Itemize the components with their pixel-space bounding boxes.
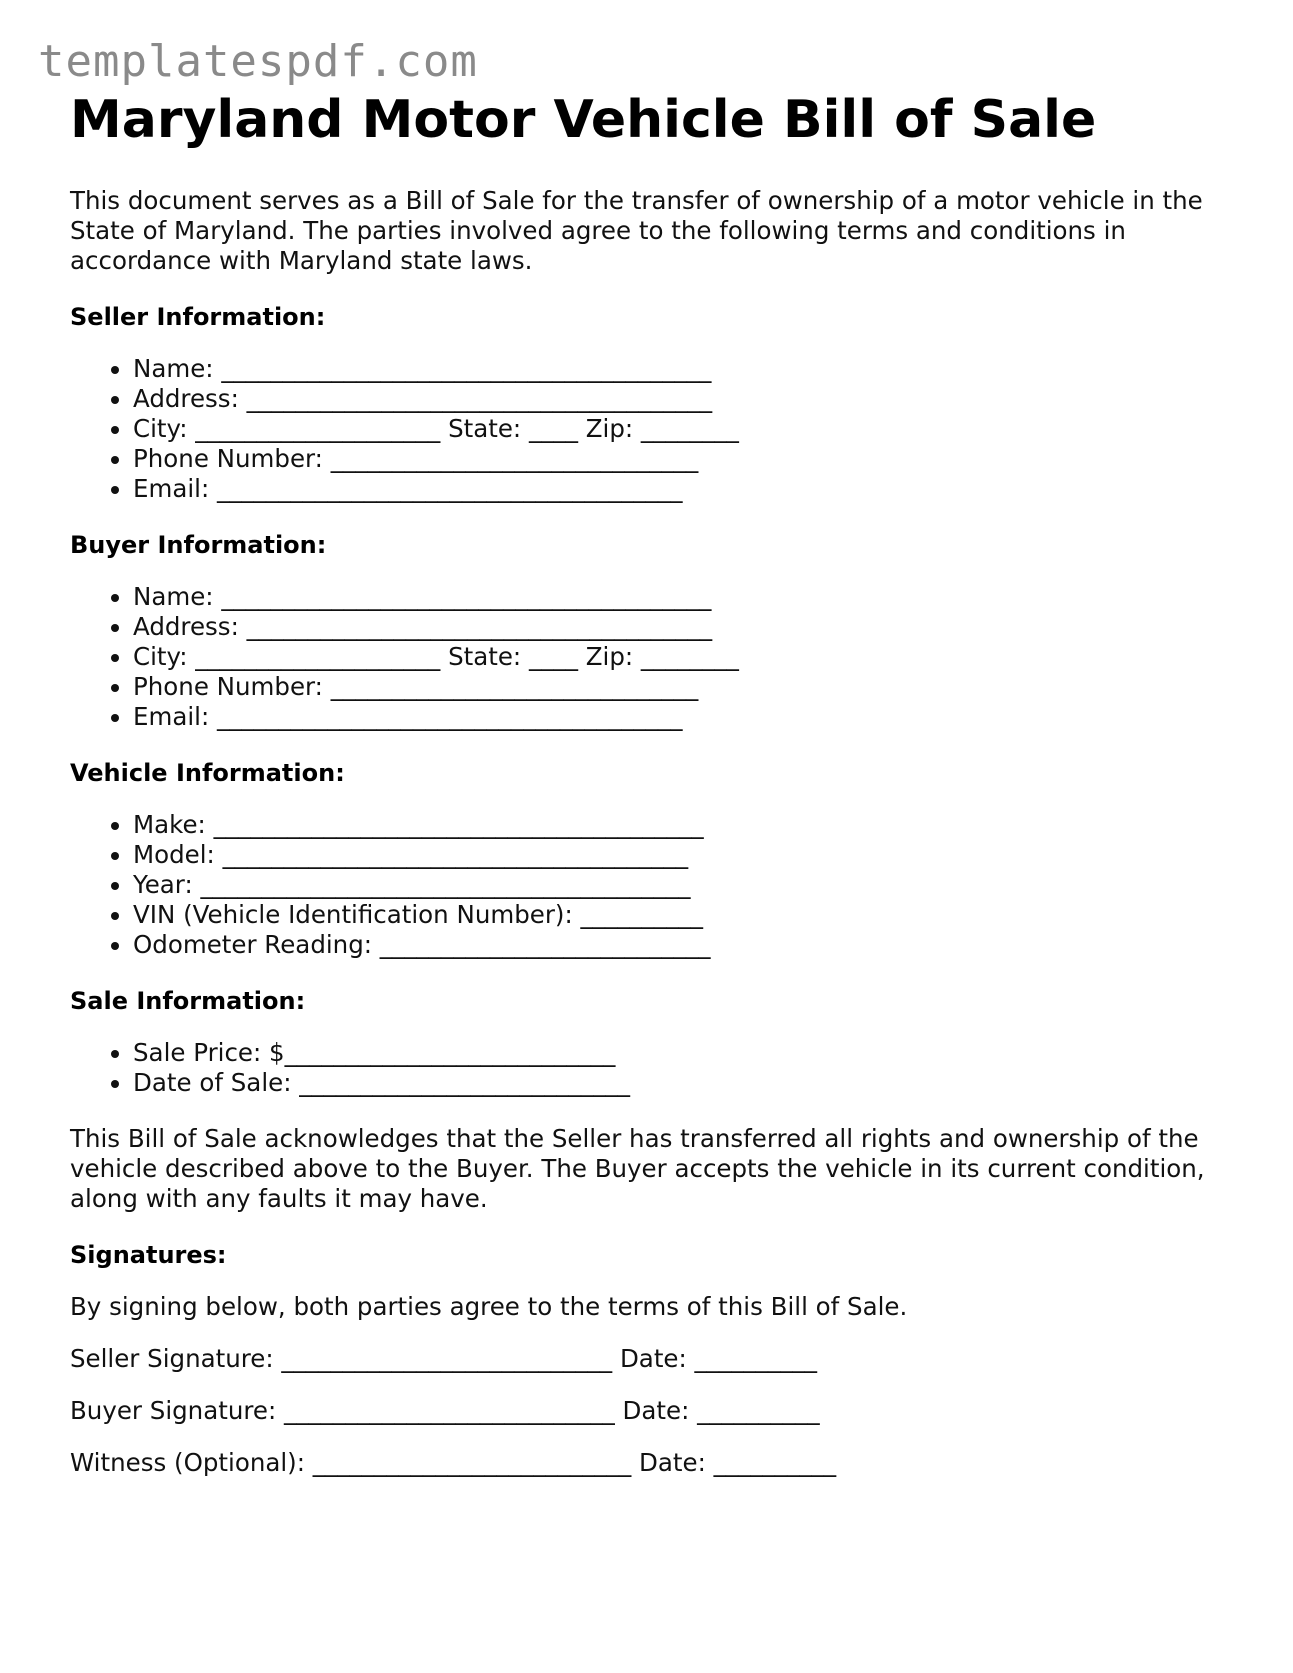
vehicle-heading: Vehicle Information: — [70, 759, 345, 787]
vehicle-model-field: • Model: ______________________________________ — [133, 840, 1230, 870]
intro-paragraph: This document serves as a Bill of Sale for the transfer of ownership of a motor vehicle in the State of Maryland. The parties involved agree to the following terms and conditions in accordance with Maryland state laws. — [70, 186, 1203, 275]
buyer-fields — [70, 582, 1230, 732]
acknowledgement-paragraph: This Bill of Sale acknowledges that the Seller has transferred all rights and ownership of the vehicle described above to the Buyer. The Buyer accepts the vehicle in its current condition, along with any faults it may have. — [70, 1124, 1205, 1213]
vehicle-year-field: • Year: ________________________________________ — [133, 870, 1230, 900]
sale-price-field: • Sale Price: $___________________________ — [133, 1038, 1230, 1068]
seller-city-state-zip-field: • City: ____________________ State: ____ Zip: ________ — [133, 414, 1230, 444]
watermark: templatespdf.com — [38, 36, 478, 87]
buyer-phone-field: • Phone Number: ______________________________ — [133, 672, 1230, 702]
document-title: Maryland Motor Vehicle Bill of Sale — [70, 90, 1097, 150]
buyer-city-state-zip-field: • City: ____________________ State: ____ Zip: ________ — [133, 642, 1230, 672]
sale-fields — [70, 1038, 1230, 1098]
seller-phone-field: • Phone Number: ______________________________ — [133, 444, 1230, 474]
seller-signature-line: Seller Signature: ___________________________ Date: __________ — [70, 1344, 818, 1373]
buyer-address-field: • Address: ______________________________________ — [133, 612, 1230, 642]
vehicle-fields — [70, 810, 1230, 960]
witness-signature-line: Witness (Optional): __________________________ Date: __________ — [70, 1448, 837, 1477]
sale-date-field: • Date of Sale: ___________________________ — [133, 1068, 1230, 1098]
buyer-email-field: • Email: ______________________________________ — [133, 702, 1230, 732]
buyer-name-field: • Name: ________________________________________ — [133, 582, 1230, 612]
document-body — [70, 88, 1230, 1478]
vehicle-vin-field: • VIN (Vehicle Identification Number): __________ — [133, 900, 1230, 930]
buyer-signature-line: Buyer Signature: ___________________________ Date: __________ — [70, 1396, 820, 1425]
buyer-heading: Buyer Information: — [70, 531, 327, 559]
signatures-heading: Signatures: — [70, 1241, 227, 1269]
seller-fields — [70, 354, 1230, 504]
signatures-statement: By signing below, both parties agree to the terms of this Bill of Sale. — [70, 1292, 908, 1321]
vehicle-odometer-field: • Odometer Reading: ___________________________ — [133, 930, 1230, 960]
vehicle-make-field: • Make: ________________________________________ — [133, 810, 1230, 840]
seller-email-field: • Email: ______________________________________ — [133, 474, 1230, 504]
sale-heading: Sale Information: — [70, 987, 306, 1015]
seller-name-field: • Name: ________________________________________ — [133, 354, 1230, 384]
seller-address-field: • Address: ______________________________________ — [133, 384, 1230, 414]
seller-heading: Seller Information: — [70, 303, 326, 331]
